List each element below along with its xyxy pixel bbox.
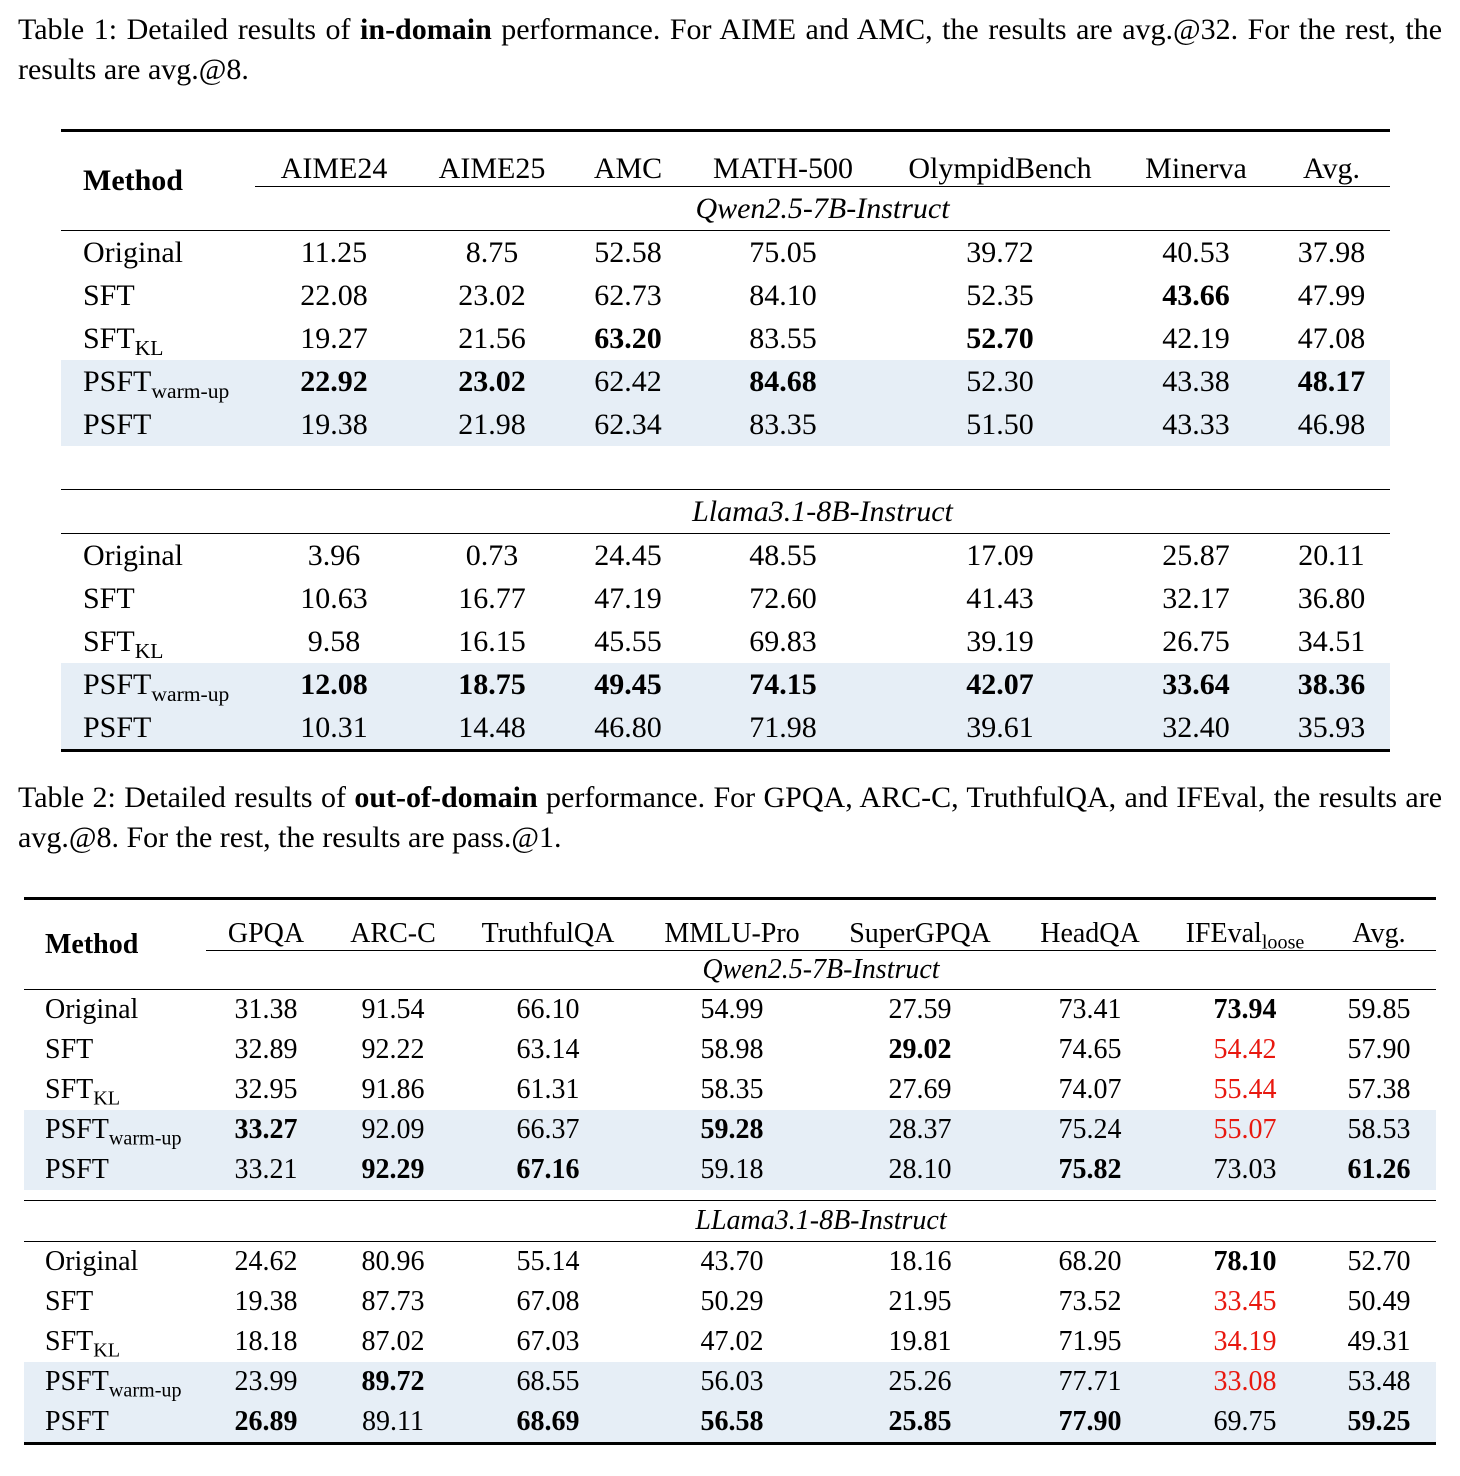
value-cell: 84.68 — [685, 360, 881, 403]
value-cell: 84.10 — [749, 278, 817, 312]
spacer-cell — [61, 490, 255, 534]
value-cell: 58.53 — [1322, 1110, 1436, 1150]
value-cell: 71.95 — [1058, 1326, 1122, 1357]
table-row — [61, 577, 1390, 620]
table-1-caption — [18, 10, 1442, 90]
value-cell: 22.92 — [255, 360, 413, 403]
value-cell: 27.59 — [828, 990, 1012, 1031]
method-cell — [61, 360, 255, 403]
table-row — [24, 1150, 1436, 1190]
value-cell: 42.19 — [1162, 321, 1230, 355]
value-cell: 52.35 — [966, 278, 1034, 312]
method-name: Original — [83, 538, 183, 572]
column-header: HeadQA — [1012, 899, 1168, 951]
value-cell: 77.90 — [1012, 1402, 1168, 1444]
method-cell — [61, 317, 255, 360]
value-cell: 42.07 — [881, 663, 1119, 706]
table-row — [61, 360, 1390, 403]
table-row — [61, 403, 1390, 446]
value-cell: 59.28 — [636, 1110, 828, 1150]
table-1 — [61, 129, 1390, 752]
value-cell: 50.49 — [1347, 1286, 1411, 1317]
value-cell: 32.89 — [234, 1034, 298, 1065]
value-cell: 25.26 — [828, 1362, 1012, 1402]
method-name: PSFT — [45, 1114, 109, 1145]
method-subscript: KL — [134, 638, 164, 663]
method-subscript: KL — [93, 1087, 121, 1110]
group-separator — [24, 1190, 1436, 1201]
value-cell: 21.95 — [888, 1286, 952, 1317]
method-cell — [61, 663, 255, 706]
value-cell: 52.30 — [881, 360, 1119, 403]
method-cell — [61, 706, 255, 751]
value-cell: 53.48 — [1322, 1362, 1436, 1402]
method-name: Original — [45, 994, 139, 1025]
value-cell: 51.50 — [881, 403, 1119, 446]
value-cell: 56.58 — [636, 1402, 828, 1444]
value-cell: 33.64 — [1119, 663, 1273, 706]
value-cell: 19.81 — [888, 1326, 952, 1357]
method-cell — [24, 1282, 206, 1322]
method-header: Method — [61, 131, 255, 231]
table-body-llama — [24, 1242, 1436, 1444]
method-cell — [24, 1402, 206, 1444]
value-cell: 67.03 — [516, 1326, 580, 1357]
method-cell — [24, 1070, 206, 1110]
value-cell: 87.02 — [361, 1326, 425, 1357]
value-cell: 73.52 — [1058, 1286, 1122, 1317]
column-header: MATH-500 — [685, 131, 881, 187]
value-cell: 18.18 — [234, 1326, 298, 1357]
column-header: SuperGPQA — [828, 899, 1012, 951]
method-subscript: KL — [93, 1339, 121, 1362]
column-header: OlympidBench — [881, 131, 1119, 187]
value-cell: 19.38 — [234, 1286, 298, 1317]
value-cell: 43.38 — [1119, 360, 1273, 403]
value-cell: 89.72 — [326, 1362, 460, 1402]
value-cell: 28.10 — [828, 1150, 1012, 1190]
value-cell: 91.86 — [361, 1074, 425, 1105]
value-cell: 19.38 — [255, 403, 413, 446]
value-cell: 92.22 — [361, 1034, 425, 1065]
caption-text: Detailed results of — [126, 13, 351, 46]
method-cell — [24, 1242, 206, 1283]
value-cell: 55.14 — [460, 1242, 636, 1283]
value-cell: 10.63 — [300, 581, 368, 615]
value-cell: 61.31 — [516, 1074, 580, 1105]
value-cell: 45.55 — [594, 624, 662, 658]
value-cell: 43.33 — [1119, 403, 1273, 446]
model-group-label: LLama3.1-8B-Instruct — [206, 1201, 1436, 1242]
value-cell: 18.16 — [828, 1242, 1012, 1283]
value-cell: 62.42 — [571, 360, 685, 403]
value-cell: 68.20 — [1012, 1242, 1168, 1283]
value-cell: 16.15 — [458, 624, 526, 658]
column-header: AIME24 — [255, 131, 413, 187]
method-cell — [24, 1110, 206, 1150]
caption-label: Table 1: — [18, 13, 118, 46]
value-cell: 33.21 — [206, 1150, 326, 1190]
method-subscript: warm-up — [151, 378, 230, 403]
method-subscript: warm-up — [108, 1379, 182, 1402]
value-cell: 56.03 — [636, 1362, 828, 1402]
caption-text: performance. For GPQA, ARC-C, TruthfulQA, and IFEval, the results are avg.@8. For the rest, the results are pass.@1. — [18, 781, 1443, 854]
value-cell: 57.38 — [1347, 1074, 1411, 1105]
method-name: SFT — [45, 1034, 94, 1065]
value-cell: 59.85 — [1322, 990, 1436, 1031]
spacer-cell — [24, 1201, 206, 1242]
value-cell: 67.08 — [516, 1286, 580, 1317]
method-name: SFT — [45, 1326, 94, 1357]
table-row — [24, 1402, 1436, 1444]
method-name: SFT — [45, 1074, 94, 1105]
value-cell: 46.80 — [571, 706, 685, 751]
value-cell: 74.15 — [685, 663, 881, 706]
table-body-qwen — [24, 990, 1436, 1191]
column-header: MMLU-Pro — [636, 899, 828, 951]
value-cell: 77.71 — [1012, 1362, 1168, 1402]
value-cell: 61.26 — [1322, 1150, 1436, 1190]
value-cell: 43.66 — [1162, 278, 1230, 312]
value-cell: 40.53 — [1119, 231, 1273, 275]
model-group-label: Qwen2.5-7B-Instruct — [255, 187, 1390, 231]
table-body-llama — [61, 534, 1390, 751]
method-name: PSFT — [45, 1154, 109, 1185]
value-cell: 14.48 — [413, 706, 571, 751]
value-cell: 32.95 — [234, 1074, 298, 1105]
value-cell: 58.98 — [700, 1034, 764, 1065]
value-cell: 20.11 — [1273, 534, 1390, 578]
group-separator — [61, 446, 1390, 490]
value-cell: 9.58 — [307, 624, 361, 658]
value-cell: 58.35 — [700, 1074, 764, 1105]
value-cell: 21.98 — [413, 403, 571, 446]
value-cell: 63.20 — [594, 321, 662, 355]
table-row — [24, 1282, 1436, 1322]
value-cell: 63.14 — [516, 1034, 580, 1065]
table-row — [61, 663, 1390, 706]
caption-label: Table 2: — [18, 781, 116, 814]
method-cell — [61, 620, 255, 663]
value-cell: 49.31 — [1347, 1326, 1411, 1357]
value-cell: 33.08 — [1168, 1362, 1322, 1402]
table-row — [24, 1362, 1436, 1402]
value-cell: 67.16 — [460, 1150, 636, 1190]
value-cell: 54.42 — [1213, 1034, 1277, 1065]
value-cell: 8.75 — [413, 231, 571, 275]
column-header: AMC — [571, 131, 685, 187]
value-cell: 68.55 — [460, 1362, 636, 1402]
value-cell: 50.29 — [700, 1286, 764, 1317]
method-name: SFT — [45, 1286, 94, 1317]
value-cell: 26.75 — [1162, 624, 1230, 658]
method-cell — [61, 274, 255, 317]
value-cell: 62.73 — [594, 278, 662, 312]
method-name: Original — [83, 235, 183, 269]
value-cell: 12.08 — [255, 663, 413, 706]
value-cell: 92.09 — [326, 1110, 460, 1150]
table-row — [61, 274, 1390, 317]
value-cell: 24.45 — [571, 534, 685, 578]
table-row — [24, 990, 1436, 1031]
value-cell: 59.18 — [636, 1150, 828, 1190]
value-cell: 23.02 — [458, 278, 526, 312]
value-cell: 74.65 — [1058, 1034, 1122, 1065]
value-cell: 73.94 — [1168, 990, 1322, 1031]
value-cell: 71.98 — [685, 706, 881, 751]
method-subscript: warm-up — [151, 681, 230, 706]
value-cell: 80.96 — [326, 1242, 460, 1283]
column-header-subscript: loose — [1261, 931, 1305, 954]
method-cell — [24, 1322, 206, 1362]
value-cell: 52.70 — [966, 321, 1034, 355]
value-cell: 92.29 — [326, 1150, 460, 1190]
value-cell: 24.62 — [206, 1242, 326, 1283]
value-cell: 18.75 — [413, 663, 571, 706]
value-cell: 47.19 — [594, 581, 662, 615]
value-cell: 78.10 — [1168, 1242, 1322, 1283]
value-cell: 27.69 — [888, 1074, 952, 1105]
method-name: PSFT — [83, 710, 152, 744]
method-subscript: warm-up — [108, 1127, 182, 1150]
method-name: SFT — [83, 278, 135, 312]
value-cell: 17.09 — [881, 534, 1119, 578]
value-cell: 62.34 — [571, 403, 685, 446]
value-cell: 59.25 — [1322, 1402, 1436, 1444]
method-name: PSFT — [45, 1366, 109, 1397]
value-cell: 3.96 — [255, 534, 413, 578]
value-cell: 55.44 — [1213, 1074, 1277, 1105]
table-row — [61, 706, 1390, 751]
value-cell: 75.82 — [1012, 1150, 1168, 1190]
value-cell: 47.08 — [1297, 321, 1366, 355]
column-header-ifeval — [1168, 899, 1322, 954]
value-cell: 39.19 — [966, 624, 1034, 658]
caption-text: Detailed results of — [124, 781, 346, 814]
table-row — [61, 317, 1390, 360]
value-cell: 25.85 — [828, 1402, 1012, 1444]
method-cell — [61, 534, 255, 578]
value-cell: 83.35 — [685, 403, 881, 446]
method-cell — [61, 231, 255, 275]
value-cell: 21.56 — [458, 321, 526, 355]
value-cell: 33.45 — [1213, 1286, 1277, 1317]
method-cell — [24, 1030, 206, 1070]
value-cell: 52.70 — [1322, 1242, 1436, 1283]
model-group-label: Qwen2.5-7B-Instruct — [206, 951, 1436, 990]
value-cell: 10.31 — [255, 706, 413, 751]
value-cell: 33.27 — [206, 1110, 326, 1150]
value-cell: 66.10 — [460, 990, 636, 1031]
method-name: Original — [45, 1246, 139, 1277]
table-row — [24, 1070, 1436, 1110]
method-name: SFT — [83, 321, 135, 355]
method-name: SFT — [83, 581, 135, 615]
value-cell: 75.24 — [1012, 1110, 1168, 1150]
column-header: Avg. — [1322, 899, 1436, 951]
value-cell: 72.60 — [749, 581, 817, 615]
value-cell: 54.99 — [636, 990, 828, 1031]
value-cell: 25.87 — [1119, 534, 1273, 578]
table-row — [24, 1110, 1436, 1150]
column-header: TruthfulQA — [460, 899, 636, 951]
value-cell: 55.07 — [1168, 1110, 1322, 1150]
table-row — [61, 620, 1390, 663]
value-cell: 52.58 — [571, 231, 685, 275]
method-name: PSFT — [45, 1406, 109, 1437]
value-cell: 39.72 — [881, 231, 1119, 275]
value-cell: 47.99 — [1297, 278, 1366, 312]
value-cell: 28.37 — [828, 1110, 1012, 1150]
method-name: PSFT — [83, 667, 152, 701]
value-cell: 22.08 — [300, 278, 368, 312]
value-cell: 57.90 — [1347, 1034, 1411, 1065]
method-cell — [61, 403, 255, 446]
table-2-caption — [18, 778, 1442, 858]
column-header: Avg. — [1273, 131, 1390, 187]
table-2 — [24, 897, 1436, 1445]
value-cell: 32.40 — [1119, 706, 1273, 751]
value-cell: 23.99 — [206, 1362, 326, 1402]
table-row — [24, 1242, 1436, 1283]
value-cell: 48.17 — [1273, 360, 1390, 403]
value-cell: 68.69 — [460, 1402, 636, 1444]
method-cell — [61, 577, 255, 620]
method-subscript: KL — [134, 335, 164, 360]
value-cell: 49.45 — [571, 663, 685, 706]
table-row — [61, 534, 1390, 578]
value-cell: 66.37 — [460, 1110, 636, 1150]
method-cell — [24, 1150, 206, 1190]
column-header: GPQA — [206, 899, 326, 951]
value-cell: 37.98 — [1273, 231, 1390, 275]
value-cell: 69.83 — [749, 624, 817, 658]
caption-emphasis: in-domain — [360, 13, 492, 46]
table-row — [61, 231, 1390, 275]
value-cell: 83.55 — [749, 321, 817, 355]
value-cell: 41.43 — [966, 581, 1034, 615]
value-cell: 39.61 — [881, 706, 1119, 751]
value-cell: 48.55 — [685, 534, 881, 578]
value-cell: 87.73 — [361, 1286, 425, 1317]
method-header: Method — [24, 899, 206, 990]
value-cell: 73.03 — [1168, 1150, 1322, 1190]
value-cell: 31.38 — [206, 990, 326, 1031]
method-cell — [24, 1362, 206, 1402]
value-cell: 43.70 — [636, 1242, 828, 1283]
value-cell: 11.25 — [255, 231, 413, 275]
value-cell: 34.19 — [1213, 1326, 1277, 1357]
column-header: IFEval — [1185, 918, 1262, 949]
column-header: ARC-C — [326, 899, 460, 951]
value-cell: 23.02 — [413, 360, 571, 403]
value-cell: 32.17 — [1162, 581, 1230, 615]
value-cell: 19.27 — [300, 321, 368, 355]
value-cell: 36.80 — [1297, 581, 1366, 615]
value-cell: 74.07 — [1058, 1074, 1122, 1105]
column-header: Minerva — [1119, 131, 1273, 187]
method-name: PSFT — [83, 364, 152, 398]
value-cell: 75.05 — [685, 231, 881, 275]
value-cell: 69.75 — [1168, 1402, 1322, 1444]
table-row — [24, 1030, 1436, 1070]
table-body-qwen — [61, 231, 1390, 447]
value-cell: 38.36 — [1273, 663, 1390, 706]
value-cell: 47.02 — [700, 1326, 764, 1357]
value-cell: 91.54 — [326, 990, 460, 1031]
value-cell: 46.98 — [1273, 403, 1390, 446]
value-cell: 34.51 — [1297, 624, 1366, 658]
model-group-label: Llama3.1-8B-Instruct — [255, 490, 1390, 534]
value-cell: 29.02 — [888, 1034, 952, 1065]
value-cell: 35.93 — [1273, 706, 1390, 751]
table-row — [24, 1322, 1436, 1362]
value-cell: 0.73 — [413, 534, 571, 578]
caption-emphasis: out-of-domain — [354, 781, 538, 814]
caption-text: performance. For AIME and AMC, the results are avg.@32. For the rest, the results are avg.@8. — [18, 13, 1443, 86]
value-cell: 26.89 — [206, 1402, 326, 1444]
value-cell: 73.41 — [1012, 990, 1168, 1031]
method-cell — [24, 990, 206, 1031]
method-name: PSFT — [83, 407, 152, 441]
value-cell: 89.11 — [326, 1402, 460, 1444]
method-name: SFT — [83, 624, 135, 658]
column-header: AIME25 — [413, 131, 571, 187]
value-cell: 16.77 — [458, 581, 526, 615]
